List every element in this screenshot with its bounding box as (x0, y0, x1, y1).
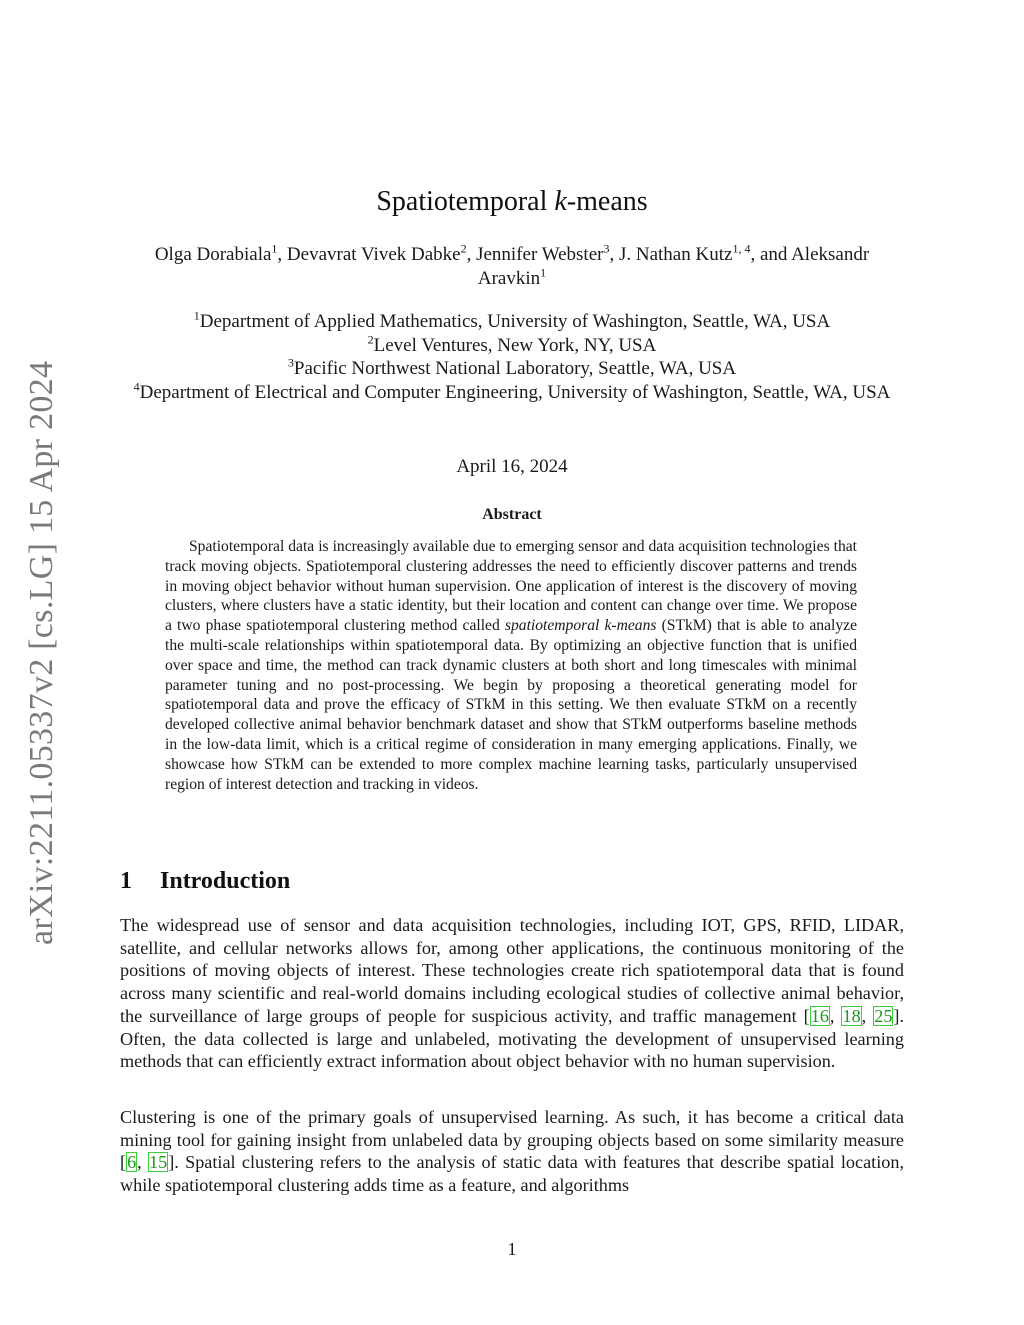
abstract-heading: Abstract (482, 506, 542, 523)
author: J. Nathan Kutz$^{1, 4}$, and (618, 241, 792, 265)
arxiv-identifier-stamp[interactable]: arXiv:2211.05337v2 [cs.LG] 15 Apr 2024 (23, 360, 60, 945)
publication-date: April 16, 2024 (456, 456, 568, 477)
citation-link[interactable]: 25 (874, 1005, 893, 1026)
title-prefix: Spatiotemporal (376, 186, 555, 217)
author: Aleksandr Aravkin$^1$ (477, 244, 870, 289)
citation-link[interactable]: 6 (127, 1152, 137, 1173)
section-heading-introduction (120, 868, 290, 895)
affiliation: $^2$Level Ventures, New York, NY, USA (367, 332, 657, 356)
page-number: 1 (507, 1239, 517, 1259)
author: Devavrat Vivek Dabke$^2$, (286, 241, 477, 265)
citation-link[interactable]: 18 (842, 1005, 861, 1026)
intro-paragraph-2: Clustering is one of the primary goals of unsupervised learning. As such, it has become a critical data mining tool for gaining insight from unlabeled data by grouping objects based on some similarity measure [6, 15]. Spatial clustering refers to the analysis of static data with features that describe spatial location, while spatiotemporal clustering adds time as a feature, and algorithms (120, 1107, 904, 1196)
paper-title (0, 186, 1024, 218)
citation-link[interactable]: 15 (149, 1152, 168, 1173)
section-title: Introduction (160, 868, 291, 894)
affiliation: $^3$Pacific Northwest National Laboratory, Seattle, WA, USA (287, 355, 737, 379)
affiliation-list (118, 310, 906, 404)
title-suffix: -means (566, 186, 648, 217)
section-number: 1 (120, 868, 132, 894)
citation-link[interactable]: 16 (810, 1005, 829, 1026)
intro-paragraph-1: The widespread use of sensor and data acquisition technologies, including IOT, GPS, RFID, LIDAR, satellite, and cellular networks allows for, among other applications, the continuous monitoring of the positions of moving objects of interest. These technologies create rich spatiotemporal data that is found across many scientific and real-world domains including ecological studies of collective animal behavior, the surveillance of large groups of people for suspicious activity, and traffic management [16, 18, 25]. Often, the data collected is large and unlabeled, motivating the development of unsupervised learning methods that can efficiently extract information about object behavior with no human supervision. (120, 915, 905, 1072)
author: Jennifer Webster$^3$, (476, 241, 619, 265)
method-name-emphasis: spatiotemporal k-means (504, 617, 657, 635)
affiliation: $^4$Department of Electrical and Computer Engineering, University of Washington, Seattle, WA, USA (133, 379, 891, 403)
affiliation: $^1$Department of Applied Mathematics, University of Washington, Seattle, WA, USA (193, 308, 831, 332)
title-k: k (554, 186, 567, 217)
author: Olga Dorabiala$^1$, (154, 241, 287, 265)
author-list (130, 243, 894, 291)
abstract-text: Spatiotemporal data is increasingly available due to emerging sensor and data acquisition technologies that track moving objects. Spatiotemporal clustering addresses the need to efficiently discover patterns and trends in moving object behavior without human supervision. One application of interest is the discovery of moving clusters, where clusters have a static identity, but their location and content can change over time. We propose a two phase spatiotemporal clustering method called spatiotemporal k-means (STkM) that is able to analyze the multi-scale relationships within spatiotemporal data. By optimizing an objective function that is unified over space and time, the method can track dynamic clusters at both short and long timescales with minimal parameter tuning and no post-processing. We begin by proposing a theoretical generating model for spatiotemporal data and prove the efficacy of STkM in this setting. We then evaluate STkM on a recently developed collective animal behavior benchmark dataset and show that STkM outperforms baseline methods in the low-data limit, which is a critical regime of consideration in many emerging applications. Finally, we showcase how STkM can be extended to more complex machine learning tasks, particularly unsupervised region of interest detection and tracking in videos. (165, 538, 857, 793)
